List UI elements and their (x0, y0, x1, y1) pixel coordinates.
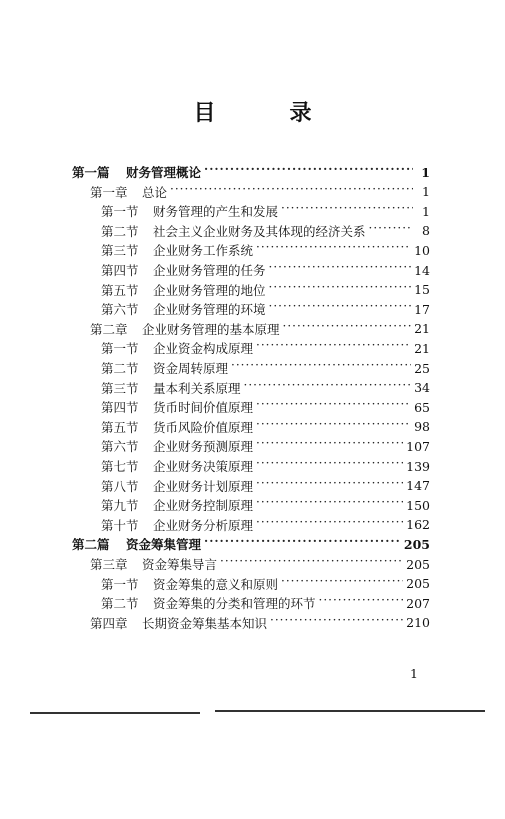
dot-leader (220, 558, 403, 570)
toc-entry (101, 593, 430, 613)
toc-entry-number: 第四节 (101, 400, 139, 416)
toc-entry-page: 205 (406, 556, 430, 572)
toc-entry-page: 34 (414, 380, 430, 396)
toc-entry-title: 企业财务分析原理 (153, 517, 254, 533)
toc-entry (101, 280, 430, 300)
toc-entry (101, 260, 430, 280)
toc-entry-title: 企业财务管理的地位 (153, 282, 266, 298)
toc-entry-page: 147 (406, 478, 430, 494)
toc-entry-number: 第六节 (101, 439, 139, 455)
toc-entry-number: 第二篇 (72, 537, 110, 553)
dot-leader (256, 460, 403, 472)
toc-entry-number: 第五节 (101, 282, 139, 298)
toc-entry (90, 182, 430, 202)
dot-leader (256, 342, 411, 354)
toc-entry-page: 150 (406, 497, 430, 513)
dot-leader (256, 440, 403, 452)
toc-entry-number: 第三章 (90, 557, 128, 572)
dot-leader (256, 421, 411, 433)
toc-entry-title: 资金筹集的分类和管理的环节 (153, 596, 316, 612)
bottom-rule-right (215, 710, 485, 712)
toc-entry (72, 534, 430, 554)
dot-leader (281, 578, 403, 590)
toc-entry-title: 资金周转原理 (153, 361, 229, 376)
toc-entry (101, 378, 430, 398)
dot-leader (269, 264, 412, 276)
toc-entry-title: 企业财务计划原理 (153, 478, 254, 494)
dot-leader (369, 225, 413, 237)
toc-entry-title: 企业财务控制原理 (153, 498, 254, 514)
toc-entry-number: 第一篇 (72, 165, 110, 180)
dot-leader (281, 205, 413, 217)
toc-entry-title: 长期资金筹集基本知识 (142, 615, 268, 631)
toc-entry (101, 299, 430, 319)
toc-entry-title: 企业资金构成原理 (153, 341, 254, 357)
toc-entry (101, 515, 430, 535)
page-number: 1 (410, 666, 418, 681)
dot-leader (204, 538, 401, 550)
toc-entry-number: 第三节 (101, 243, 139, 259)
toc-entry-page: 1 (421, 164, 430, 180)
toc-entry-number: 第一章 (90, 184, 128, 200)
toc-entry (101, 456, 430, 476)
toc-entry (101, 495, 430, 515)
toc-entry-title: 企业财务决策原理 (153, 459, 254, 474)
toc-entry (101, 358, 430, 378)
toc-entry-number: 第二章 (90, 321, 128, 337)
toc-entry-number: 第九节 (101, 498, 139, 514)
toc-entry-title: 企业财务预测原理 (153, 439, 254, 455)
toc-entry-page: 1 (422, 184, 430, 200)
toc-entry-number: 第八节 (101, 478, 139, 494)
toc-entry-page: 14 (414, 262, 430, 278)
toc-entry-number: 第二节 (101, 223, 139, 239)
toc-entry-title: 企业财务工作系统 (153, 243, 254, 259)
toc-entry (101, 397, 430, 417)
toc-entry-number: 第二节 (101, 361, 139, 376)
toc-entry-number: 第四章 (90, 615, 128, 631)
toc-entry-number: 第七节 (101, 459, 139, 474)
toc-entry-number: 第四节 (101, 263, 139, 278)
toc-entry-number: 第一节 (101, 341, 139, 357)
dot-leader (256, 401, 411, 413)
toc-entry-page: 139 (406, 458, 430, 474)
toc-entry-title: 财务管理的产生和发展 (153, 204, 279, 220)
toc-entry-title: 企业财务管理的基本原理 (142, 321, 280, 337)
toc-entry-page: 21 (414, 340, 430, 356)
dot-leader (170, 186, 413, 198)
toc-entry (101, 476, 430, 496)
toc-entry (101, 417, 430, 437)
page-title: 目 录 (193, 100, 338, 126)
toc-entry-number: 第一节 (101, 576, 139, 592)
toc-entry-page: 25 (414, 360, 430, 376)
dot-leader (204, 166, 413, 178)
toc-entry (90, 319, 430, 339)
toc-entry-title: 财务管理概论 (126, 165, 202, 180)
toc-entry-number: 第五节 (101, 419, 139, 435)
toc-entry-page: 65 (414, 399, 430, 415)
toc-entry-page: 21 (414, 321, 430, 337)
toc-entry (101, 201, 430, 221)
toc-entry-page: 10 (414, 242, 430, 258)
toc-entry-page: 8 (422, 223, 430, 239)
toc-entry-page: 17 (414, 301, 430, 317)
toc-entry (90, 554, 430, 574)
dot-leader (244, 382, 412, 394)
dot-leader (256, 519, 403, 531)
dot-leader (269, 303, 412, 315)
toc-entry (72, 162, 430, 182)
dot-leader (256, 499, 403, 511)
toc-entry (101, 574, 430, 594)
toc-entry-page: 205 (406, 576, 430, 592)
toc-entry-title: 货币风险价值原理 (153, 419, 254, 435)
toc-entry-page: 98 (414, 419, 430, 435)
toc-entry-number: 第二节 (101, 596, 139, 612)
toc-entry-title: 企业财务管理的环境 (153, 302, 266, 318)
toc-entry-page: 207 (406, 595, 430, 611)
toc-entry-page: 205 (403, 536, 430, 552)
toc-entry-page: 15 (414, 282, 430, 298)
toc-entry-number: 第六节 (101, 302, 139, 318)
toc-entry-title: 企业财务管理的任务 (153, 263, 266, 278)
toc-entry (101, 338, 430, 358)
toc-entry-number: 第十节 (101, 517, 139, 533)
toc-entry-title: 资金筹集的意义和原则 (153, 576, 279, 592)
toc-entry-page: 1 (422, 203, 430, 219)
toc-entry (101, 436, 430, 456)
dot-leader (256, 480, 403, 492)
toc-entry-page: 162 (406, 517, 430, 533)
toc-entry-title: 量本利关系原理 (153, 380, 241, 396)
dot-leader (270, 617, 403, 629)
toc-entry-title: 社会主义企业财务及其体现的经济关系 (153, 223, 366, 239)
dot-leader (283, 323, 412, 335)
toc-entry-title: 资金筹集管理 (126, 537, 202, 553)
toc-entry-page: 210 (406, 615, 430, 631)
toc-entry (101, 240, 430, 260)
toc-entry-title: 资金筹集导言 (142, 557, 218, 572)
toc-entry-title: 货币时间价值原理 (153, 400, 254, 416)
toc-entry-number: 第三节 (101, 380, 139, 396)
toc-entry (101, 221, 430, 241)
bottom-rule-left (30, 712, 200, 714)
dot-leader (231, 362, 411, 374)
dot-leader (269, 284, 412, 296)
toc-entry-title: 总论 (142, 184, 168, 200)
toc-entry (90, 613, 430, 633)
dot-leader (256, 244, 411, 256)
toc-entry-page: 107 (406, 438, 430, 454)
dot-leader (319, 597, 404, 609)
toc-entry-number: 第一节 (101, 204, 139, 220)
